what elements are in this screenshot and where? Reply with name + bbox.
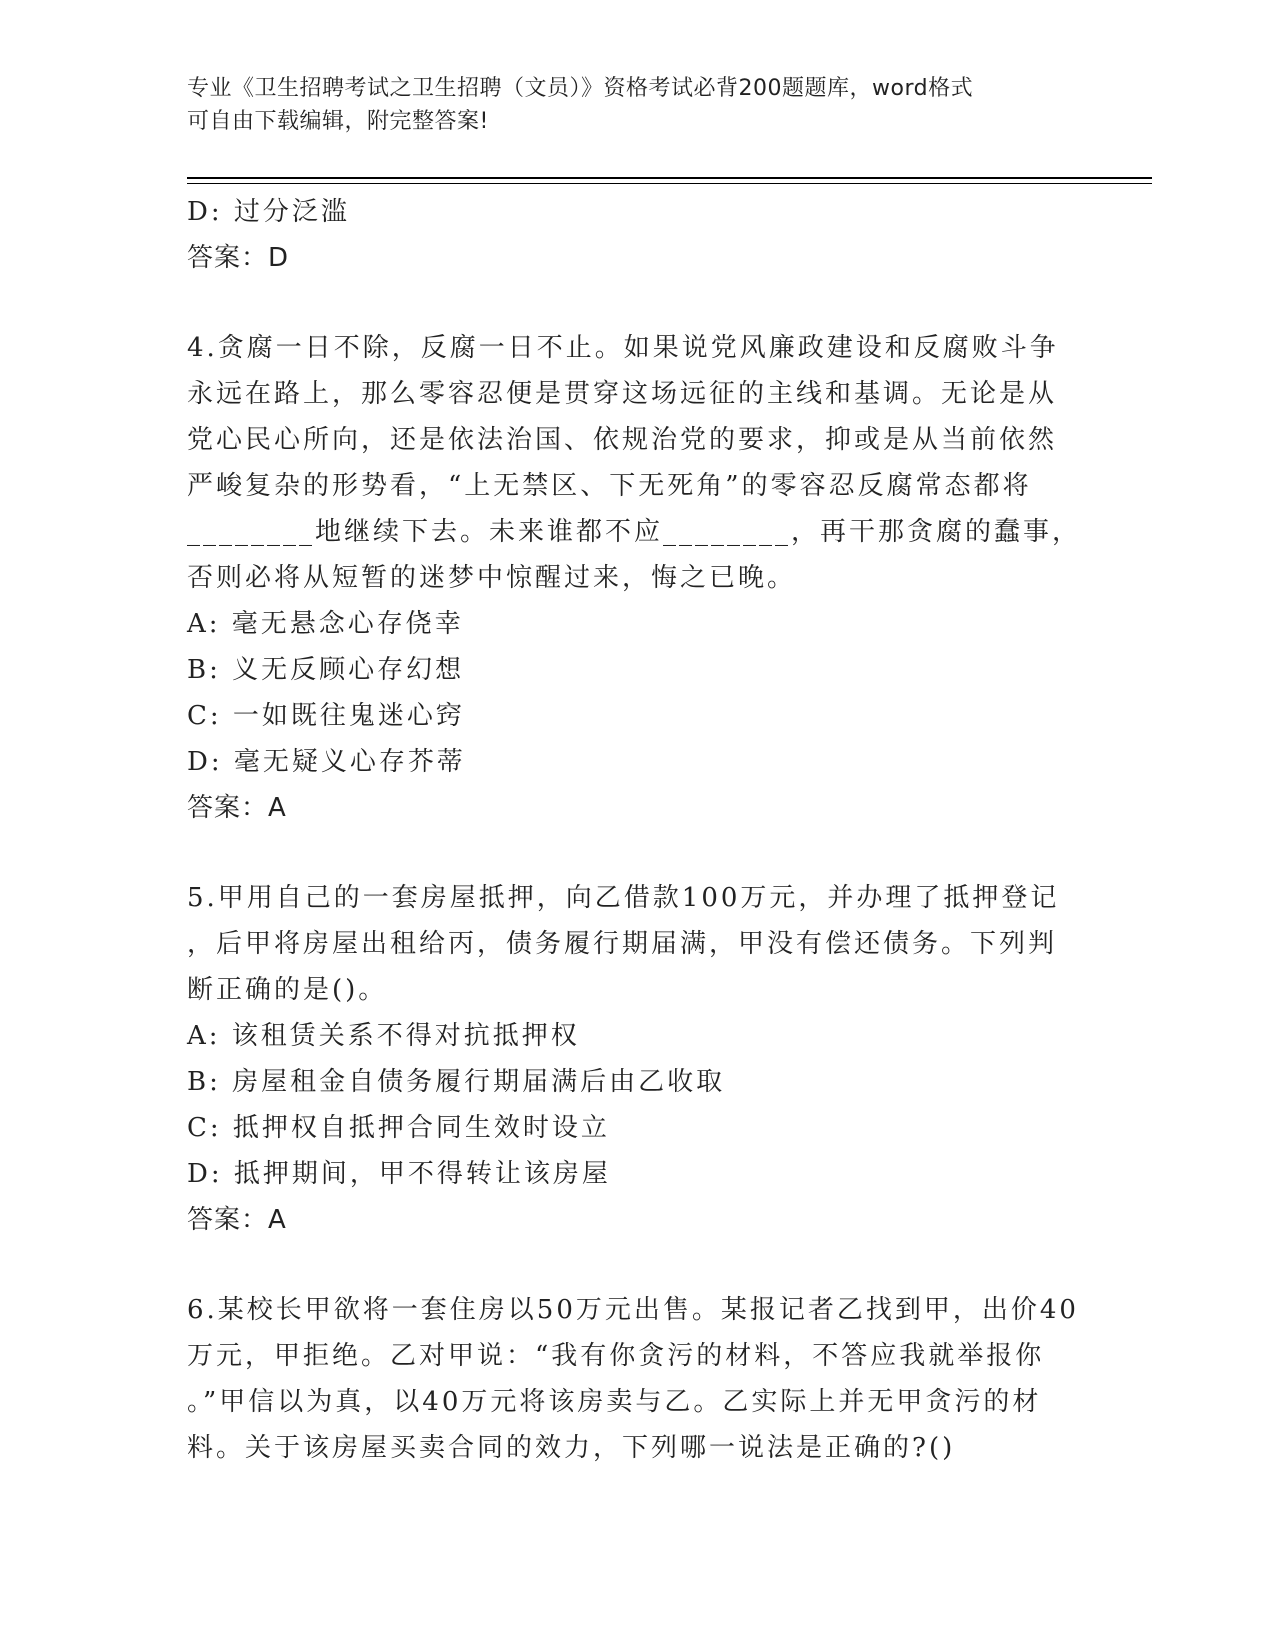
header-divider-thick — [187, 177, 1152, 179]
question-text-line: ________地继续下去。未来谁都不应________，再干那贪腐的蠢事， — [187, 517, 1082, 547]
answer-line: 答案：A — [187, 1205, 287, 1235]
header-line-1: 专业《卫生招聘考试之卫生招聘（文员）》资格考试必背200题题库，word格式 — [187, 76, 974, 101]
question-3-tail — [187, 189, 1087, 281]
option-b: B: 房屋租金自债务履行期届满后由乙收取 — [187, 1067, 726, 1097]
option-a: A: 毫无悬念心存侥幸 — [187, 609, 464, 639]
option-b: B: 义无反顾心存幻想 — [187, 655, 465, 685]
spacer — [187, 281, 1087, 325]
option-c: C: 一如既往鬼迷心窍 — [187, 701, 465, 731]
header-divider-thin — [187, 183, 1152, 184]
option-d: D: 毫无疑义心存芥蒂 — [187, 747, 466, 777]
question-text-line: 永远在路上，那么零容忍便是贯穿这场远征的主线和基调。无论是从 — [187, 379, 1058, 409]
question-6 — [187, 1287, 1087, 1471]
question-text-line: 料。关于该房屋买卖合同的效力，下列哪一说法是正确的?() — [187, 1433, 956, 1463]
option-d: D: 抵押期间，甲不得转让该房屋 — [187, 1159, 611, 1189]
spacer — [187, 1243, 1087, 1287]
question-content — [187, 189, 1087, 1471]
spacer — [187, 831, 1087, 875]
question-text-line: 4.贪腐一日不除，反腐一日不止。如果说党风廉政建设和反腐败斗争 — [187, 333, 1059, 363]
question-text-line: 严峻复杂的形势看，“上无禁区、下无死角”的零容忍反腐常态都将 — [187, 471, 1032, 501]
question-text-line: 5.甲用自己的一套房屋抵押，向乙借款100万元，并办理了抵押登记 — [187, 883, 1060, 913]
page-header — [187, 72, 1067, 138]
question-text-line: 断正确的是()。 — [187, 975, 388, 1005]
question-text-line: 党心民心所向，还是依法治国、依规治党的要求，抑或是从当前依然 — [187, 425, 1058, 455]
answer-line: 答案：D — [187, 243, 290, 273]
answer-line: 答案：A — [187, 793, 287, 823]
question-text-line: ，后甲将房屋出租给丙，债务履行期届满，甲没有偿还债务。下列判 — [187, 929, 1058, 959]
header-line-2: 可自由下载编辑，附完整答案! — [187, 109, 489, 134]
question-4 — [187, 325, 1087, 831]
option-c: C: 抵押权自抵押合同生效时设立 — [187, 1113, 610, 1143]
question-text-line: 6.某校长甲欲将一套住房以50万元出售。某报记者乙找到甲，出价40 — [187, 1295, 1079, 1325]
question-5 — [187, 875, 1087, 1243]
option-d: D: 过分泛滥 — [187, 197, 350, 227]
question-text-line: 否则必将从短暂的迷梦中惊醒过来，悔之已晚。 — [187, 563, 797, 593]
question-text-line: 。”甲信以为真，以40万元将该房卖与乙。乙实际上并无甲贪污的材 — [187, 1387, 1042, 1417]
question-text-line: 万元，甲拒绝。乙对甲说：“我有你贪污的材料，不答应我就举报你 — [187, 1341, 1045, 1371]
option-a: A: 该租赁关系不得对抗抵押权 — [187, 1021, 580, 1051]
